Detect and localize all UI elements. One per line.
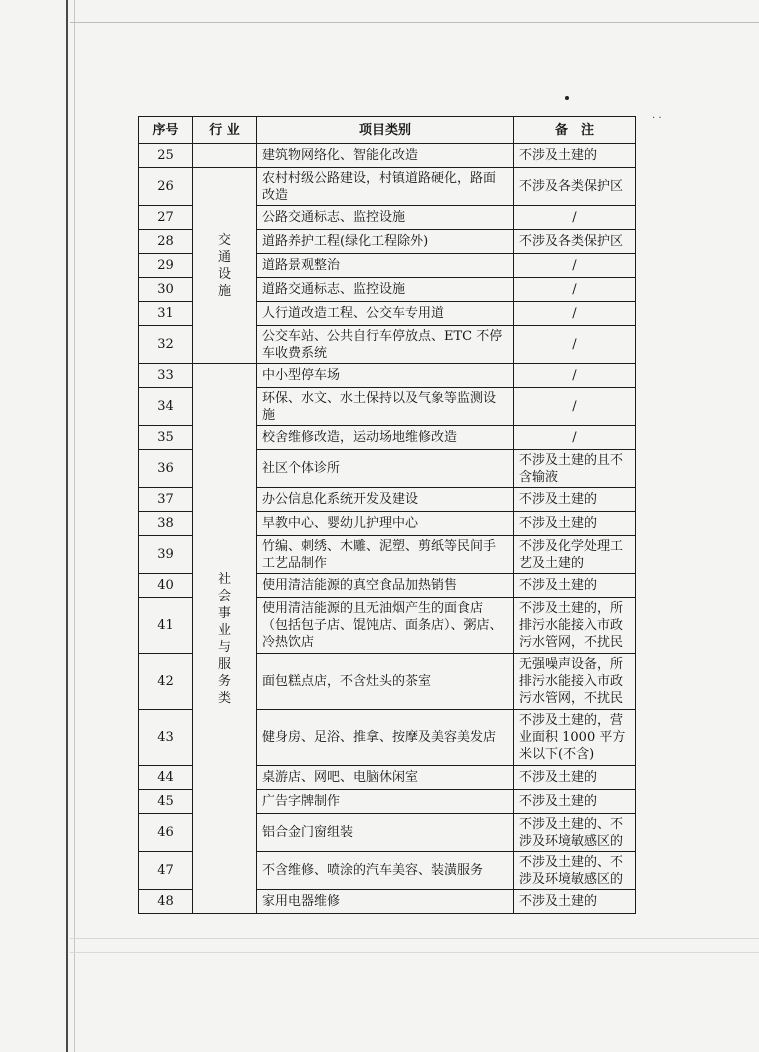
row-serial-number: 45 xyxy=(139,790,193,814)
row-project-category: 铝合金门窗组装 xyxy=(257,814,514,852)
row-remark: 不涉及土建的、不涉及环境敏感区的 xyxy=(514,814,636,852)
table-row xyxy=(139,364,636,388)
industry-cell xyxy=(193,144,257,168)
table-body xyxy=(139,144,636,914)
row-serial-number: 36 xyxy=(139,450,193,488)
row-remark: 不涉及土建的且不含输液 xyxy=(514,450,636,488)
row-remark: / xyxy=(514,278,636,302)
row-serial-number: 47 xyxy=(139,852,193,890)
row-serial-number: 33 xyxy=(139,364,193,388)
row-serial-number: 29 xyxy=(139,254,193,278)
row-serial-number: 26 xyxy=(139,168,193,206)
row-remark: / xyxy=(514,206,636,230)
row-remark: 不涉及土建的 xyxy=(514,512,636,536)
row-remark: 不涉及土建的 xyxy=(514,488,636,512)
row-project-category: 建筑物网络化、智能化改造 xyxy=(257,144,514,168)
row-serial-number: 48 xyxy=(139,890,193,914)
row-serial-number: 46 xyxy=(139,814,193,852)
row-remark: 不涉及土建的 xyxy=(514,766,636,790)
ink-speck xyxy=(652,122,664,126)
row-remark: / xyxy=(514,388,636,426)
table-header-row xyxy=(139,117,636,144)
row-project-category: 办公信息化系统开发及建设 xyxy=(257,488,514,512)
row-serial-number: 35 xyxy=(139,426,193,450)
row-project-category: 使用清洁能源的真空食品加热销售 xyxy=(257,574,514,598)
row-project-category: 道路景观整治 xyxy=(257,254,514,278)
row-remark: 不涉及土建的，营业面积 1000 平方米以下(不含) xyxy=(514,710,636,766)
row-project-category: 道路交通标志、监控设施 xyxy=(257,278,514,302)
row-serial-number: 31 xyxy=(139,302,193,326)
row-remark: 不涉及各类保护区 xyxy=(514,230,636,254)
row-project-category: 健身房、足浴、推拿、按摩及美容美发店 xyxy=(257,710,514,766)
project-category-table xyxy=(138,116,636,914)
row-project-category: 道路养护工程(绿化工程除外) xyxy=(257,230,514,254)
row-remark: / xyxy=(514,326,636,364)
row-remark: 不涉及土建的 xyxy=(514,574,636,598)
row-serial-number: 39 xyxy=(139,536,193,574)
row-remark: 不涉及土建的 xyxy=(514,144,636,168)
row-remark: 不涉及土建的 xyxy=(514,890,636,914)
row-project-category: 面包糕点店，不含灶头的茶室 xyxy=(257,654,514,710)
row-remark: 不涉及土建的、不涉及环境敏感区的 xyxy=(514,852,636,890)
row-project-category: 广告字牌制作 xyxy=(257,790,514,814)
row-remark: / xyxy=(514,364,636,388)
header-serial-number: 序号 xyxy=(139,117,193,144)
row-remark: 不涉及土建的，所排污水能接入市政污水管网，不扰民 xyxy=(514,598,636,654)
row-remark: / xyxy=(514,426,636,450)
ink-speck xyxy=(565,96,569,100)
row-project-category: 竹编、刺绣、木雕、泥塑、剪纸等民间手工艺品制作 xyxy=(257,536,514,574)
row-remark: 不涉及各类保护区 xyxy=(514,168,636,206)
row-project-category: 人行道改造工程、公交车专用道 xyxy=(257,302,514,326)
industry-cell xyxy=(193,168,257,364)
scan-top-line xyxy=(70,22,759,23)
row-project-category: 校舍维修改造，运动场地维修改造 xyxy=(257,426,514,450)
table-row xyxy=(139,144,636,168)
row-serial-number: 25 xyxy=(139,144,193,168)
scan-line xyxy=(70,938,759,939)
row-serial-number: 42 xyxy=(139,654,193,710)
binding-edge xyxy=(66,0,68,1052)
row-remark: 不涉及土建的 xyxy=(514,790,636,814)
row-project-category: 中小型停车场 xyxy=(257,364,514,388)
row-serial-number: 43 xyxy=(139,710,193,766)
binding-edge-shadow xyxy=(74,0,75,1052)
row-project-category: 公路交通标志、监控设施 xyxy=(257,206,514,230)
row-remark: 无强噪声设备，所排污水能接入市政污水管网，不扰民 xyxy=(514,654,636,710)
row-remark: / xyxy=(514,302,636,326)
header-project-category: 项目类别 xyxy=(257,117,514,144)
header-remarks: 备 注 xyxy=(514,117,636,144)
row-project-category: 农村村级公路建设，村镇道路硬化，路面改造 xyxy=(257,168,514,206)
row-project-category: 不含维修、喷涂的汽车美容、装潢服务 xyxy=(257,852,514,890)
row-serial-number: 28 xyxy=(139,230,193,254)
row-serial-number: 34 xyxy=(139,388,193,426)
industry-cell xyxy=(193,364,257,914)
row-project-category: 社区个体诊所 xyxy=(257,450,514,488)
row-remark: 不涉及化学处理工艺及土建的 xyxy=(514,536,636,574)
row-project-category: 公交车站、公共自行车停放点、ETC 不停车收费系统 xyxy=(257,326,514,364)
row-serial-number: 30 xyxy=(139,278,193,302)
scan-line xyxy=(70,952,759,953)
row-serial-number: 41 xyxy=(139,598,193,654)
row-serial-number: 37 xyxy=(139,488,193,512)
header-industry: 行 业 xyxy=(193,117,257,144)
row-project-category: 早教中心、婴幼儿护理中心 xyxy=(257,512,514,536)
row-remark: / xyxy=(514,254,636,278)
row-serial-number: 27 xyxy=(139,206,193,230)
row-serial-number: 44 xyxy=(139,766,193,790)
table-row xyxy=(139,168,636,206)
industry-label: 交通设施 xyxy=(218,232,232,299)
row-serial-number: 40 xyxy=(139,574,193,598)
row-project-category: 环保、水文、水土保持以及气象等监测设施 xyxy=(257,388,514,426)
row-serial-number: 32 xyxy=(139,326,193,364)
industry-label: 社会事业与服务类 xyxy=(218,571,232,706)
row-serial-number: 38 xyxy=(139,512,193,536)
row-project-category: 桌游店、网吧、电脑休闲室 xyxy=(257,766,514,790)
row-project-category: 使用清洁能源的且无油烟产生的面食店（包括包子店、馄饨店、面条店）、粥店、冷热饮店 xyxy=(257,598,514,654)
row-project-category: 家用电器维修 xyxy=(257,890,514,914)
